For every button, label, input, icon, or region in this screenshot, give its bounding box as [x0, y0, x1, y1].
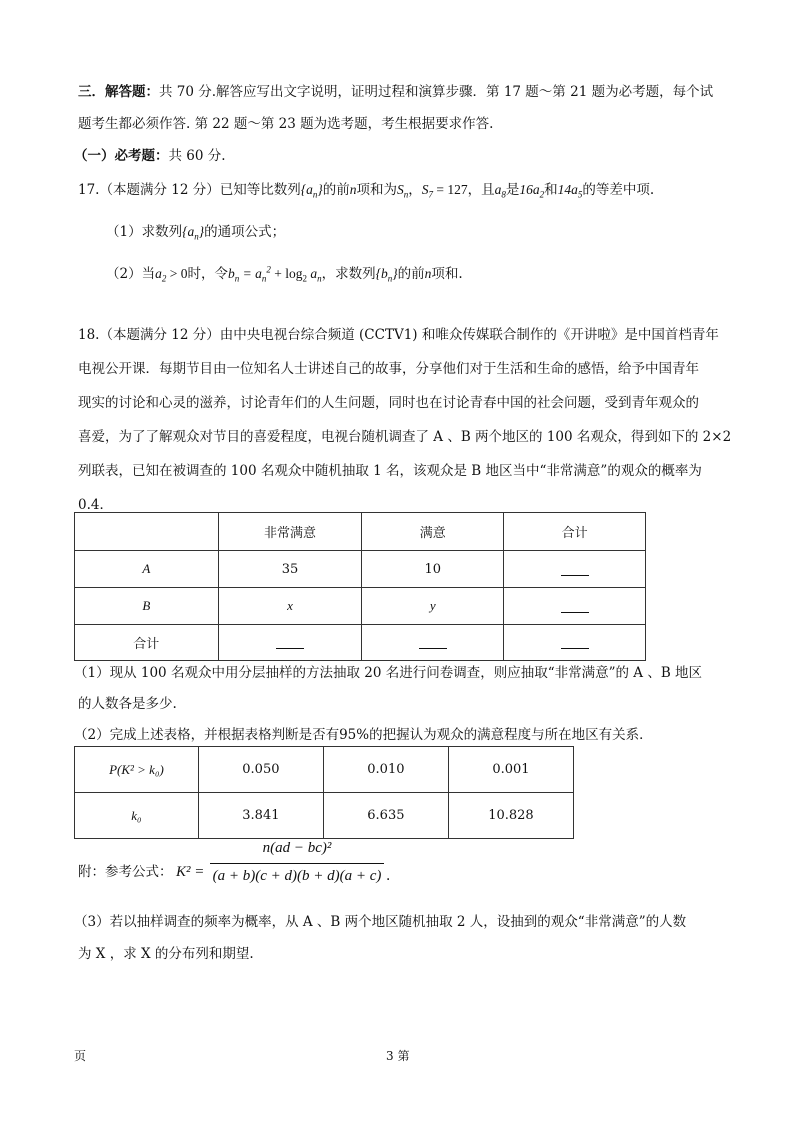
- table-cell: 0.010: [323, 747, 448, 793]
- q17-p2-seq: [375, 266, 398, 284]
- q17-seq-sub: n: [312, 189, 318, 200]
- q17-p2-seq-close: }: [392, 266, 398, 281]
- section3-line1-text: 共 70 分.解答应写出文字说明，证明过程和演算步骤．第 17 题～第 21 题为必考题，每个试: [159, 84, 714, 100]
- blank-cell: [504, 588, 646, 625]
- q17-16a2: [519, 182, 545, 200]
- q17-S7: [421, 182, 434, 200]
- table-cell: 3.841: [198, 793, 323, 839]
- part1-heading: [74, 146, 226, 166]
- table-row: [75, 588, 646, 625]
- q17-seq-close: }: [317, 182, 323, 197]
- contingency-header-cell: 合计: [504, 513, 646, 551]
- fill-blank: [561, 563, 589, 576]
- q17-p1-rest: 的通项公式；: [204, 224, 286, 240]
- q17-14a5: [557, 182, 583, 200]
- contingency-header-cell: [75, 513, 219, 551]
- fill-blank: [419, 636, 447, 649]
- table-cell: 0.050: [198, 747, 323, 793]
- q18-sub3-line2: 为 X ，求 X 的分布列和期望.: [78, 946, 254, 962]
- formula-denominator: (a + b)(c + d)(b + d)(a + c): [212, 868, 382, 884]
- q17-S7-letter: S: [421, 182, 429, 197]
- blank-cell: [362, 625, 504, 661]
- q17-p2-eq: = a: [239, 266, 262, 281]
- q17-14a: 14a: [557, 182, 578, 197]
- q17-a8: [494, 182, 506, 200]
- formula-prefix: 附：参考公式：: [78, 864, 173, 880]
- formula-fraction: [210, 840, 384, 890]
- q18-sub1-line2: 的人数各是多少.: [78, 696, 177, 712]
- q17-n: n: [349, 182, 357, 197]
- contingency-header-row: [75, 513, 646, 551]
- fill-blank: [561, 636, 589, 649]
- q17-p2-bn: b: [227, 266, 235, 281]
- row-label: k₀: [75, 793, 199, 839]
- q17-stem: [78, 180, 654, 200]
- q18-sub3-line1: （3）若以抽样调查的频率为概率，从 A 、B 两个地区随机抽取 2 人，设抽到的观众“非常满意”的人数: [74, 914, 687, 930]
- q18-line5: 列联表，已知在被调查的 100 名观众中随机抽取 1 名，该观众是 B 地区当中“非常满意”的观众的概率为: [78, 463, 702, 479]
- formula-numerator: n(ad − bc)²: [262, 840, 332, 856]
- q18-line4: 喜爱，为了了解观众对节目的喜爱程度，电视台随机调查了 A 、B 两个地区的 100 名观众，得到如下的 2×2: [78, 429, 732, 445]
- q17-p2-gt: > 0: [166, 266, 188, 281]
- q17-eq127: = 127: [433, 182, 468, 197]
- row-label: 合计: [75, 625, 219, 661]
- fill-blank: [561, 600, 589, 613]
- q17-p2-a: a: [155, 266, 162, 281]
- q17-seq: [300, 182, 323, 200]
- contingency-header-cell: 满意: [362, 513, 504, 551]
- q18-line1: 18.（本题满分 12 分）由中央电视台综合频道 (CCTV1) 和唯众传媒联合制作的《开讲啦》是中国首档青年: [78, 327, 719, 343]
- q17-p2-c: ，求数列: [321, 266, 376, 282]
- q17-p2-d: 的前: [397, 266, 425, 282]
- q18-line2: 电视公开课．每期节目由一位知名人士讲述自己的故事，分享他们对于生活和生命的感悟，给予中国青年: [78, 361, 699, 377]
- blank-cell: [218, 625, 362, 661]
- row-label: B: [75, 588, 219, 625]
- q17-a8-sub: 8: [501, 189, 506, 200]
- contingency-header-cell: 非常满意: [218, 513, 362, 551]
- q17-p2-an-sub: n: [261, 273, 267, 284]
- q17-part1: [106, 222, 285, 242]
- q18-line3: 现实的讨论和心灵的滋养，讨论青年们的人生问题，同时也在讨论青春中国的社会问题，受到青年观众的: [78, 395, 699, 411]
- q17-p1-seq-sub: n: [194, 231, 199, 242]
- q17-p2-log: + log: [270, 266, 303, 281]
- q17-stem-e: ，且: [467, 182, 495, 198]
- table-cell: x: [218, 588, 362, 625]
- q17-S7-sub: 7: [428, 189, 434, 200]
- section3-line1: [78, 82, 713, 102]
- q17-p2-an2-sub: n: [317, 273, 322, 284]
- table-cell: 35: [218, 551, 362, 588]
- q17-S-letter: S: [397, 182, 404, 197]
- table-cell: 10: [362, 551, 504, 588]
- q17-stem-g: 和: [544, 182, 558, 198]
- table-cell: 10.828: [448, 793, 573, 839]
- q17-p1-seq: [182, 224, 205, 242]
- page-number: 3 第: [386, 1049, 410, 1063]
- formula-end: .: [386, 868, 391, 884]
- part1-text: 共 60 分.: [168, 148, 226, 164]
- q17-S: [397, 182, 409, 200]
- table-row: [75, 625, 646, 661]
- table-cell: y: [362, 588, 504, 625]
- section3-title: 三．解答题：: [78, 84, 159, 100]
- critical-value-table: [74, 746, 574, 839]
- section3-line2: 题考生都必须作答. 第 22 题～第 23 题为选考题，考生根据要求作答.: [78, 116, 494, 132]
- q17-p2-seq-sub: n: [387, 273, 393, 284]
- formula-lhs: K² =: [176, 864, 205, 880]
- q17-stem-h: 的等差中项.: [582, 182, 655, 198]
- q17-p2-an: a: [306, 266, 318, 281]
- fill-blank: [276, 636, 304, 649]
- table-row: [75, 793, 574, 839]
- q17-p2-a2: [155, 266, 167, 284]
- q18-sub1-line1: （1）现从 100 名观众中用分层抽样的方法抽取 20 名进行问卷调查，则应抽取“非常满意”的 A 、B 地区: [74, 665, 703, 681]
- q17-p2-log-sub: 2: [302, 273, 307, 284]
- q17-16a-sub: 2: [539, 189, 545, 200]
- footer-left: 页: [74, 1049, 87, 1063]
- q17-p2-seq-b: {b: [375, 266, 388, 281]
- q17-S-sub: n: [403, 189, 409, 200]
- q17-p2-sup: 2: [266, 264, 271, 275]
- q17-p2-b: 时，令: [187, 266, 228, 282]
- q17-16a: 16a: [519, 182, 540, 197]
- part1-title: （一）必考题：: [74, 148, 169, 164]
- q17-14a-sub: 5: [577, 189, 583, 200]
- table-cell: 6.635: [323, 793, 448, 839]
- q17-p2-n: n: [424, 266, 432, 281]
- q17-a8-letter: a: [494, 182, 502, 197]
- q17-seq-a: {a: [300, 182, 313, 197]
- q17-p1-seq-a: {a: [182, 224, 195, 239]
- q17-p2-formula: [227, 264, 322, 284]
- q18-line6: 0.4．: [78, 497, 113, 513]
- q17-stem-f: 是: [505, 182, 520, 198]
- blank-cell: [504, 551, 646, 588]
- q17-stem-a: 17.（本题满分 12 分）已知等比数列: [78, 182, 301, 198]
- blank-cell: [504, 625, 646, 661]
- table-cell: 0.001: [448, 747, 573, 793]
- table-row: [75, 747, 574, 793]
- q17-p2-e: 项和.: [431, 266, 463, 282]
- q18-sub2: （2）完成上述表格，并根据表格判断是否有95%的把握认为观众的满意程度与所在地区有关系．: [74, 727, 653, 743]
- row-label: A: [75, 551, 219, 588]
- q17-p1-seq-close: }: [198, 224, 205, 239]
- q17-stem-d: ，: [408, 182, 422, 198]
- q17-p2-bn-sub: n: [234, 273, 240, 284]
- row-label: P(K² > k₀): [75, 747, 199, 793]
- q17-stem-c: 项和为: [356, 182, 398, 198]
- q17-stem-b: 的前: [322, 182, 350, 198]
- q17-p2-a-sub: 2: [161, 273, 167, 284]
- fraction-bar: [210, 863, 384, 864]
- q17-p1-text: （1）求数列: [106, 224, 183, 240]
- table-row: [75, 551, 646, 588]
- contingency-table: [74, 512, 646, 661]
- q17-part2: [106, 264, 463, 284]
- q17-p2-text: （2）当: [106, 266, 156, 282]
